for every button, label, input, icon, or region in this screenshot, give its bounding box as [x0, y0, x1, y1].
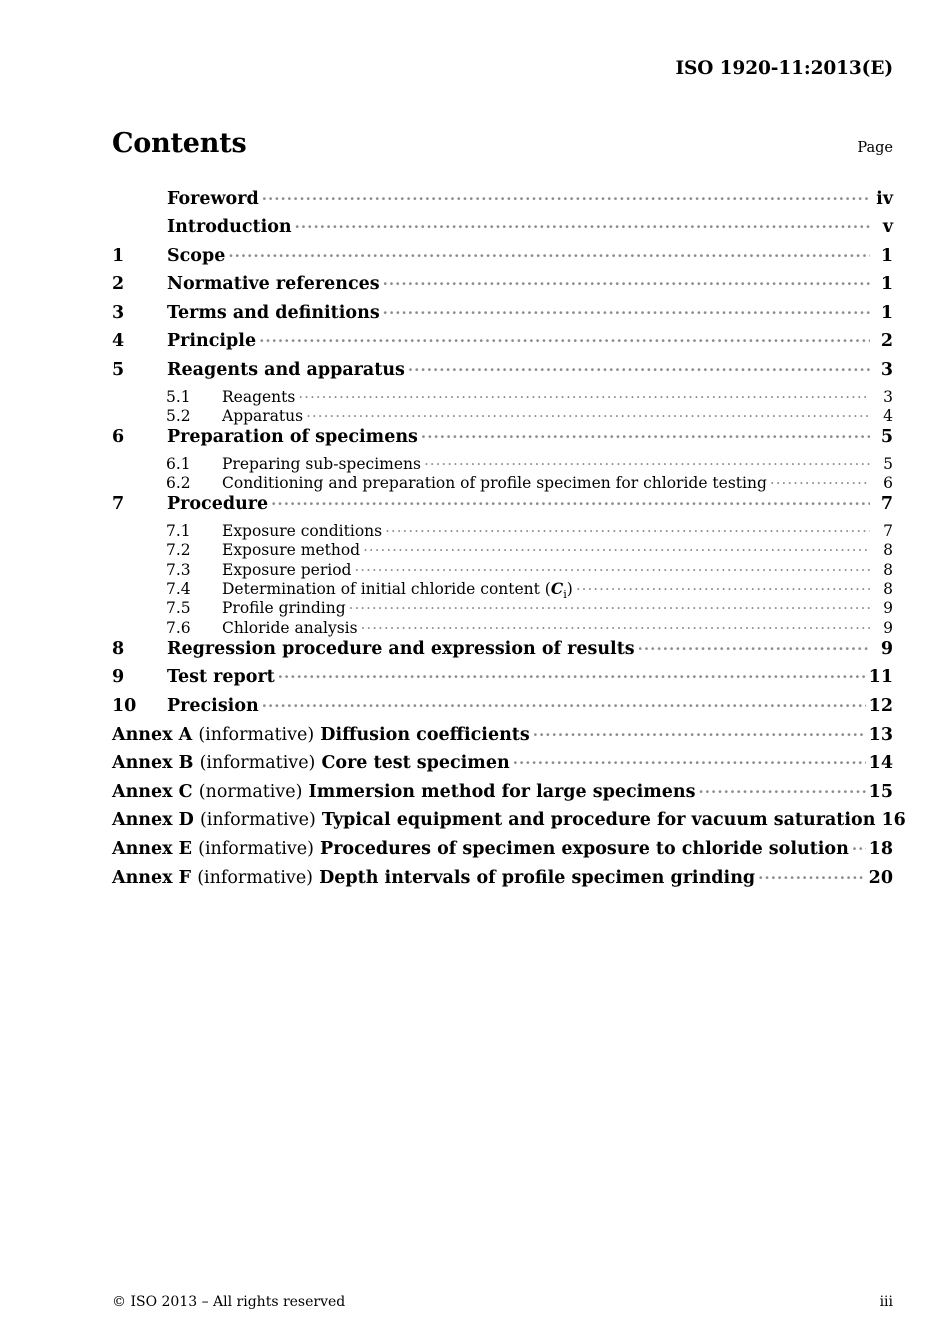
toc-entry-number: 6.2	[166, 474, 191, 493]
toc-entry-label: Exposure period	[222, 560, 352, 579]
dot-leader	[421, 425, 870, 443]
page-column-label: Page	[857, 140, 893, 156]
toc-entry[interactable]	[112, 492, 893, 521]
toc-entry-number: 9	[112, 667, 125, 688]
annex-title: Immersion method for large specimens	[308, 781, 696, 802]
dot-leader	[758, 865, 865, 883]
toc-entry-label: Regression procedure and expression of results	[167, 638, 635, 659]
chloride-symbol-subscript: i	[563, 588, 567, 602]
toc-entry[interactable]	[112, 405, 893, 424]
toc-entry-number: 10	[112, 696, 137, 716]
toc-entry-page-number: 8	[883, 541, 893, 560]
dot-leader	[262, 186, 870, 204]
toc-entry[interactable]	[112, 358, 893, 387]
annex-kind: (informative)	[199, 810, 316, 831]
annex-kind: (normative)	[198, 781, 303, 802]
toc-entry-label: Exposure conditions	[222, 522, 383, 541]
annex-id: Annex E	[112, 838, 193, 859]
annex-kind: (informative)	[198, 838, 314, 859]
toc-entry[interactable]	[112, 779, 893, 808]
annex-title: Depth intervals of profile specimen grinding	[319, 867, 756, 888]
annex-id: Annex C	[112, 781, 193, 802]
toc-entry[interactable]	[112, 272, 893, 301]
dot-leader	[228, 243, 870, 261]
toc-entry-label: Chloride analysis	[222, 618, 358, 637]
toc-entry-label	[112, 753, 512, 773]
toc-entry-page-number: 6	[883, 474, 893, 493]
toc-entry[interactable]	[112, 578, 893, 602]
toc-entry-page-number: 1	[880, 274, 893, 295]
toc-entry-page-number: 5	[883, 454, 893, 473]
toc-entry[interactable]	[112, 598, 893, 617]
toc-entry-page-number: 7	[883, 522, 893, 541]
dot-leader	[852, 836, 866, 854]
dot-leader	[349, 598, 870, 614]
toc-entry-page-number: 20	[868, 867, 893, 888]
footer-copyright: © ISO 2013 – All rights reserved	[112, 1294, 346, 1310]
dot-leader	[699, 779, 866, 797]
toc-entry[interactable]	[112, 808, 906, 837]
toc-entry-label: Apparatus	[222, 406, 304, 425]
toc-entry-number: 7	[112, 494, 125, 515]
toc-entry[interactable]	[112, 186, 893, 215]
toc-entry[interactable]	[112, 386, 893, 405]
toc-entry-label	[112, 868, 757, 888]
toc-entry-label: Procedure	[167, 494, 269, 515]
toc-entry-label	[112, 782, 698, 802]
toc-entry-page-number: 2	[880, 331, 893, 352]
toc-entry-number: 3	[112, 302, 125, 323]
toc-entry-label: Preparing sub-specimens	[222, 454, 421, 473]
toc-entry-number: 8	[112, 638, 125, 659]
table-of-contents	[112, 186, 906, 894]
toc-entry[interactable]	[112, 694, 893, 723]
toc-entry-label: Reagents	[222, 387, 296, 406]
annex-id: Annex A	[112, 724, 193, 745]
toc-entry-page-number: v	[882, 217, 893, 238]
toc-entry[interactable]	[112, 865, 893, 894]
toc-entry-number: 2	[112, 274, 125, 295]
toc-entry-label	[112, 810, 877, 830]
toc-entry-label	[112, 839, 851, 859]
toc-entry-number: 6	[112, 427, 125, 448]
toc-entry-number: 4	[112, 331, 125, 352]
toc-entry-page-number: 18	[868, 838, 893, 859]
chloride-symbol-base: C	[550, 578, 564, 598]
toc-entry-page-number: 3	[883, 387, 893, 406]
dot-leader	[383, 300, 870, 318]
toc-entry[interactable]	[112, 559, 893, 578]
dot-leader	[424, 453, 870, 469]
toc-entry-number: 7.1	[166, 522, 191, 541]
dot-leader	[354, 559, 870, 575]
dot-leader	[363, 540, 870, 556]
toc-entry-label: Preparation of specimens	[167, 427, 418, 448]
toc-entry[interactable]	[112, 329, 893, 358]
toc-entry-number: 6.1	[166, 454, 191, 473]
document-header-standard-ref: ISO 1920-11:2013(E)	[675, 58, 893, 79]
toc-entry-page-number: 7	[880, 494, 893, 515]
toc-entry-label: Conditioning and preparation of profile specimen for chloride testing	[222, 474, 767, 493]
toc-entry-page-number: 1	[880, 245, 893, 266]
toc-entry-page-number: 9	[883, 599, 893, 618]
toc-entry-page-number: 9	[880, 638, 893, 659]
toc-entry-label: Exposure method	[222, 541, 361, 560]
annex-title: Core test specimen	[321, 753, 510, 774]
toc-entry[interactable]	[112, 243, 893, 272]
toc-entry[interactable]	[112, 540, 893, 559]
toc-entry[interactable]	[112, 453, 893, 472]
toc-entry[interactable]	[112, 836, 893, 865]
dot-leader	[262, 694, 866, 712]
dot-leader	[306, 405, 870, 421]
toc-entry-page-number: 4	[883, 406, 893, 425]
footer-page-number: iii	[879, 1294, 893, 1310]
dot-leader	[385, 521, 870, 537]
annex-id: Annex B	[112, 753, 194, 774]
toc-entry-number: 7.2	[166, 541, 191, 560]
page-title: Contents	[112, 128, 247, 159]
annex-kind: (informative)	[198, 724, 315, 745]
dot-leader	[298, 386, 870, 402]
annex-kind: (informative)	[199, 753, 316, 774]
toc-entry-number: 7.4	[166, 579, 191, 598]
toc-entry-page-number: 11	[868, 667, 893, 688]
dot-leader	[271, 492, 870, 510]
contents-title-row	[112, 128, 893, 159]
toc-entry-label: Foreword	[167, 188, 259, 209]
toc-entry-page-number: 3	[880, 360, 893, 381]
toc-entry-page-number: 15	[868, 781, 893, 802]
toc-entry[interactable]	[112, 521, 893, 540]
toc-entry[interactable]	[112, 215, 893, 244]
toc-entry-page-number: iv	[876, 188, 893, 209]
annex-title: Diffusion coefficients	[320, 724, 530, 745]
dot-leader	[770, 473, 870, 489]
dot-leader	[295, 215, 870, 233]
annex-id: Annex F	[112, 867, 192, 888]
annex-kind: (informative)	[197, 867, 314, 888]
annex-title: Procedures of specimen exposure to chloride solution	[320, 838, 849, 859]
toc-entry-page-number: 5	[880, 427, 893, 448]
toc-entry-label-prefix: Determination of initial chloride content (	[222, 579, 551, 598]
toc-entry[interactable]	[112, 300, 893, 329]
toc-entry-label: Terms and definitions	[167, 302, 380, 323]
toc-entry-page-number: 14	[868, 753, 893, 774]
dot-leader	[533, 722, 866, 740]
dot-leader	[576, 578, 870, 594]
toc-entry[interactable]	[112, 665, 893, 694]
dot-leader	[259, 329, 870, 347]
toc-entry-page-number: 9	[883, 618, 893, 637]
toc-entry[interactable]	[112, 751, 893, 780]
toc-entry-page-number: 8	[883, 579, 893, 598]
toc-entry-number: 5.1	[166, 387, 191, 406]
toc-entry-page-number: 1	[880, 302, 893, 323]
chloride-symbol	[550, 578, 567, 602]
toc-entry-page-number: 12	[868, 696, 893, 716]
annex-id: Annex D	[112, 810, 194, 831]
toc-entry-number: 5	[112, 360, 125, 381]
toc-entry-label: Test report	[167, 667, 275, 688]
toc-entry-number: 7.5	[166, 599, 191, 618]
toc-entry-label: Precision	[167, 696, 259, 716]
toc-entry-number: 7.6	[166, 618, 191, 637]
toc-entry[interactable]	[112, 722, 893, 751]
toc-entry-label: Profile grinding	[222, 599, 346, 618]
toc-entry-label: Introduction	[167, 217, 292, 238]
toc-entry-label: Normative references	[167, 274, 380, 295]
toc-entry-label: Reagents and apparatus	[167, 360, 405, 381]
dot-leader	[361, 617, 870, 633]
dot-leader	[638, 636, 870, 654]
toc-entry-page-number: 16	[881, 810, 906, 831]
toc-entry-label: Principle	[167, 331, 257, 352]
toc-entry-page-number: 13	[868, 724, 893, 745]
toc-entry-number: 1	[112, 245, 125, 266]
toc-entry[interactable]	[112, 617, 893, 636]
toc-entry-number: 7.3	[166, 560, 191, 579]
toc-entry[interactable]	[112, 425, 893, 454]
document-footer	[112, 1294, 893, 1310]
dot-leader	[278, 665, 866, 683]
toc-entry[interactable]	[112, 636, 893, 665]
annex-title: Typical equipment and procedure for vacuum saturation	[321, 810, 876, 831]
toc-entry-label	[112, 725, 532, 745]
toc-entry-number: 5.2	[166, 406, 191, 425]
toc-entry-label-suffix: )	[566, 579, 573, 598]
toc-entry-page-number: 8	[883, 560, 893, 579]
toc-entry[interactable]	[112, 473, 893, 492]
dot-leader	[408, 358, 870, 376]
dot-leader	[513, 751, 866, 769]
dot-leader	[383, 272, 870, 290]
toc-entry-label: Scope	[167, 245, 226, 266]
